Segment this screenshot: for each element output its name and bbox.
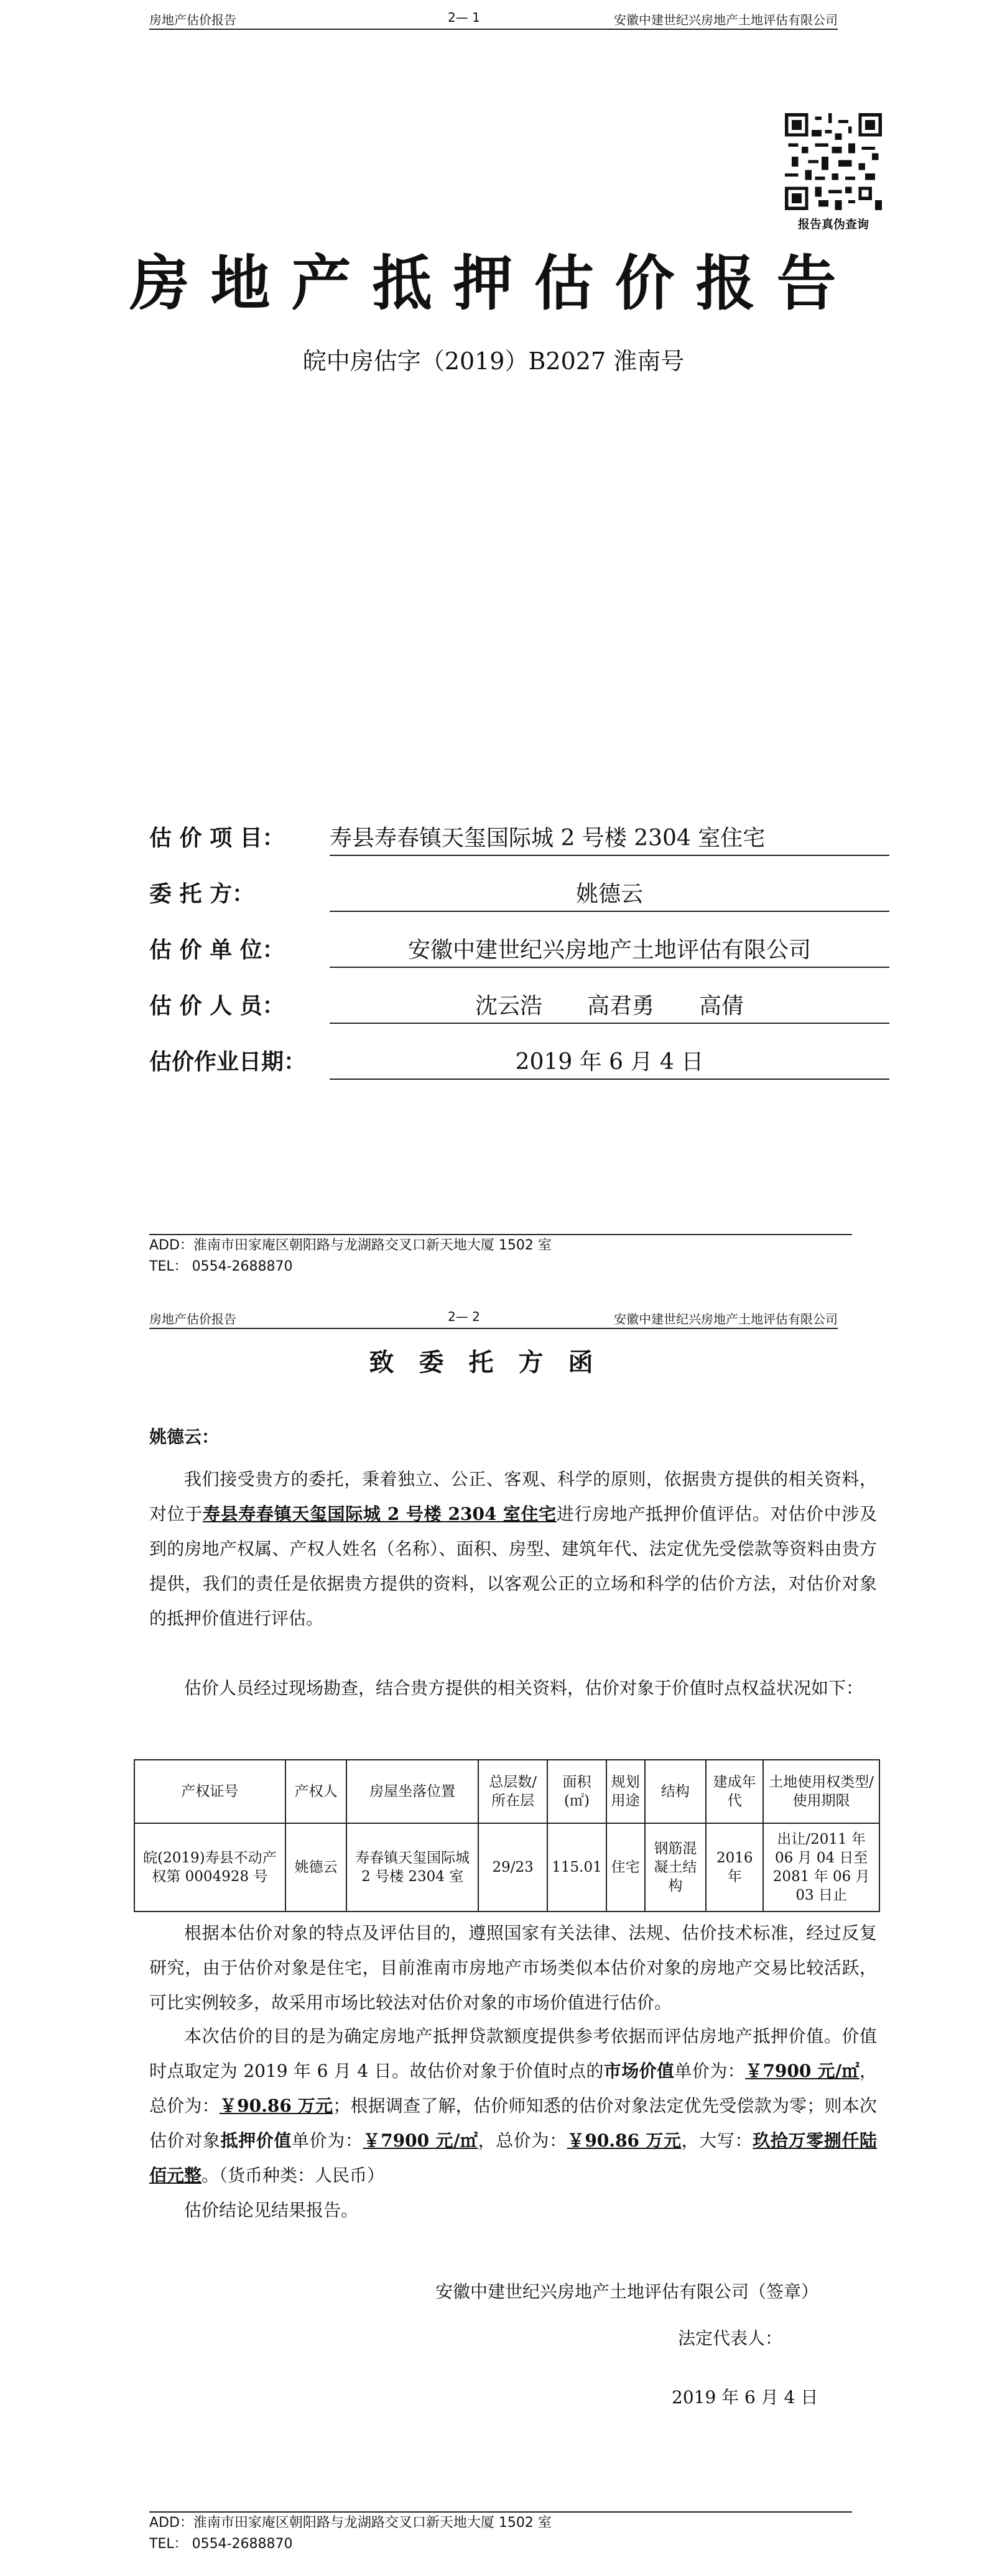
paragraph-3: 根据本估价对象的特点及评估目的，遵照国家有关法律、法规、估价技术标准，经过反复研究，由于估价对象是住宅，目前淮南市房地产市场类似本估价对象的房地产交易比较活跃，可比实例较多，故采用市场比较法对估价对象的市场价值进行估价。 [149, 1923, 877, 2013]
company-signature: 安徽中建世纪兴房地产土地评估有限公司（签章） [435, 2281, 819, 2302]
footer-tel: TEL： 0554-2688870 [149, 2536, 293, 2552]
salutation: 姚德云： [149, 1427, 220, 1447]
market-unit-price: ￥7900 元/㎡ [745, 2061, 860, 2081]
p1-text-c: 进行房地产抵押价值评估。对估价中涉及到的房地产权属、产权人姓名（名称）、面积、房型、建筑年代、法定优先受偿款等资料由贵方提供，我们的责任是依据贵方提供的资料，以客观公正的立场和科学的估价方法，对估价对象的抵押价值进行评估。 [149, 1504, 877, 1629]
table-cell: 2016 年 [706, 1823, 763, 1911]
table-header-cell: 面积(㎡) [547, 1760, 606, 1823]
table-cell: 寿春镇天玺国际城 2 号楼 2304 室 [346, 1823, 478, 1911]
qr-caption: 报告真伪查询 [797, 218, 869, 231]
p4-text: ，大写： [681, 2130, 753, 2151]
table-cell: 29/23 [478, 1823, 547, 1911]
p4-text: 。（货币种类：人民币） [202, 2165, 385, 2186]
field-value: 沈云浩 高君勇 高倩 [330, 988, 889, 1024]
p4-text: 单价为： [674, 2061, 746, 2081]
table-header-cell: 规划用途 [606, 1760, 645, 1823]
paragraph-5: 估价结论见结果报告。 [184, 2200, 359, 2220]
header-left: 房地产估价报告 [149, 12, 236, 27]
property-address: 寿县寿春镇天玺国际城 2 号楼 2304 室住宅 [202, 1504, 557, 1524]
qr-code-icon[interactable] [785, 113, 882, 210]
header-company: 安徽中建世纪兴房地产土地评估有限公司 [614, 12, 838, 27]
market-value-label: 市场价值 [603, 2061, 675, 2081]
table-header-cell: 房屋坐落位置 [346, 1760, 478, 1823]
page-footer [149, 1234, 833, 1277]
table-cell: 115.01 [547, 1823, 606, 1911]
page-header [149, 6, 838, 30]
table-header-cell: 总层数/所在层 [478, 1760, 547, 1823]
field-value: 2019 年 6 月 4 日 [330, 1044, 889, 1080]
table-header-cell: 土地使用权类型/使用期限 [763, 1760, 879, 1823]
header-page-number: 2— 2 [448, 1309, 480, 1324]
footer-address: ADD：淮南市田家庵区朝阳路与龙湖路交叉口新天地大厦 1502 室 [149, 1238, 552, 1253]
mortgage-total-price: ￥90.86 万元 [567, 2130, 682, 2151]
field-value: 寿县寿春镇天玺国际城 2 号楼 2304 室住宅 [330, 821, 889, 856]
table-header-row [134, 1760, 879, 1823]
paragraph-4 [149, 2019, 877, 2193]
field-label: 估 价 单 位： [149, 937, 285, 963]
mortgage-value-label: 抵押价值 [220, 2130, 292, 2151]
paragraph-2: 估价人员经过现场勘查，结合贵方提供的相关资料，估价对象于价值时点权益状况如下： [184, 1678, 864, 1698]
table-header-cell: 产权证号 [134, 1760, 285, 1823]
p4-text: 本次估价的目的是为确定房地产抵押贷款额度提供参考依据而评估房地产抵押价值。价值时点取定为 2019 年 6 月 4 日。故估价对象于价值时点的 [149, 2026, 877, 2081]
table-cell: 出让/2011 年 06 月 04 日至 2081 年 06 月 03 日止 [763, 1823, 879, 1911]
total-in-words: 玖拾万零捌仟陆佰元整 [149, 2130, 877, 2186]
property-table [134, 1759, 880, 1912]
header-page-number: 2— 1 [448, 10, 480, 25]
table-cell: 钢筋混凝土结构 [645, 1823, 707, 1911]
footer-address: ADD：淮南市田家庵区朝阳路与龙湖路交叉口新天地大厦 1502 室 [149, 2515, 552, 2531]
paragraph-1 [149, 1462, 877, 1636]
table-header-cell: 产权人 [285, 1760, 347, 1823]
report-title: 房地产抵押估价报告 [129, 248, 858, 318]
market-total-price: ￥90.86 万元 [219, 2095, 333, 2116]
p4-text: ；根据调查了解，估价师知悉的估价对象法定优先受偿款为零；则本次估价对象 [149, 2095, 877, 2151]
letter-date: 2019 年 6 月 4 日 [672, 2387, 818, 2408]
document-number: 皖中房估字（2019）B2027 淮南号 [302, 347, 685, 375]
field-label: 估 价 项 目： [149, 826, 285, 851]
header-left: 房地产估价报告 [149, 1312, 236, 1327]
field-value: 姚德云 [330, 876, 889, 912]
table-cell: 姚德云 [285, 1823, 347, 1911]
mortgage-unit-price: ￥7900 元/㎡ [363, 2130, 478, 2151]
field-value: 安徽中建世纪兴房地产土地评估有限公司 [330, 932, 889, 968]
field-label: 估价作业日期： [149, 1049, 307, 1075]
table-row [134, 1823, 879, 1911]
p1-text-a: 我们接受贵方的委托，秉着独立、公正、客观、科学的原则，依据贵方提供的相关资料，对位于 [149, 1469, 877, 1524]
table-cell: 住宅 [606, 1823, 645, 1911]
table-header-cell: 结构 [645, 1760, 707, 1823]
page-footer [149, 2511, 833, 2555]
p4-text: 单价为： [292, 2130, 363, 2151]
table-header-cell: 建成年代 [706, 1760, 763, 1823]
p4-text: ，总价为： [478, 2130, 567, 2151]
letter-title: 致委托方函 [369, 1348, 618, 1377]
field-label: 委 托 方： [149, 881, 255, 907]
p4-text: ，总价为： [149, 2061, 877, 2116]
header-company: 安徽中建世纪兴房地产土地评估有限公司 [614, 1312, 838, 1327]
legal-representative: 法定代表人： [678, 2328, 783, 2348]
field-label: 估 价 人 员： [149, 993, 285, 1019]
page-header [149, 1305, 838, 1329]
table-cell: 皖(2019)寿县不动产权第 0004928 号 [134, 1823, 285, 1911]
footer-tel: TEL： 0554-2688870 [149, 1259, 293, 1274]
